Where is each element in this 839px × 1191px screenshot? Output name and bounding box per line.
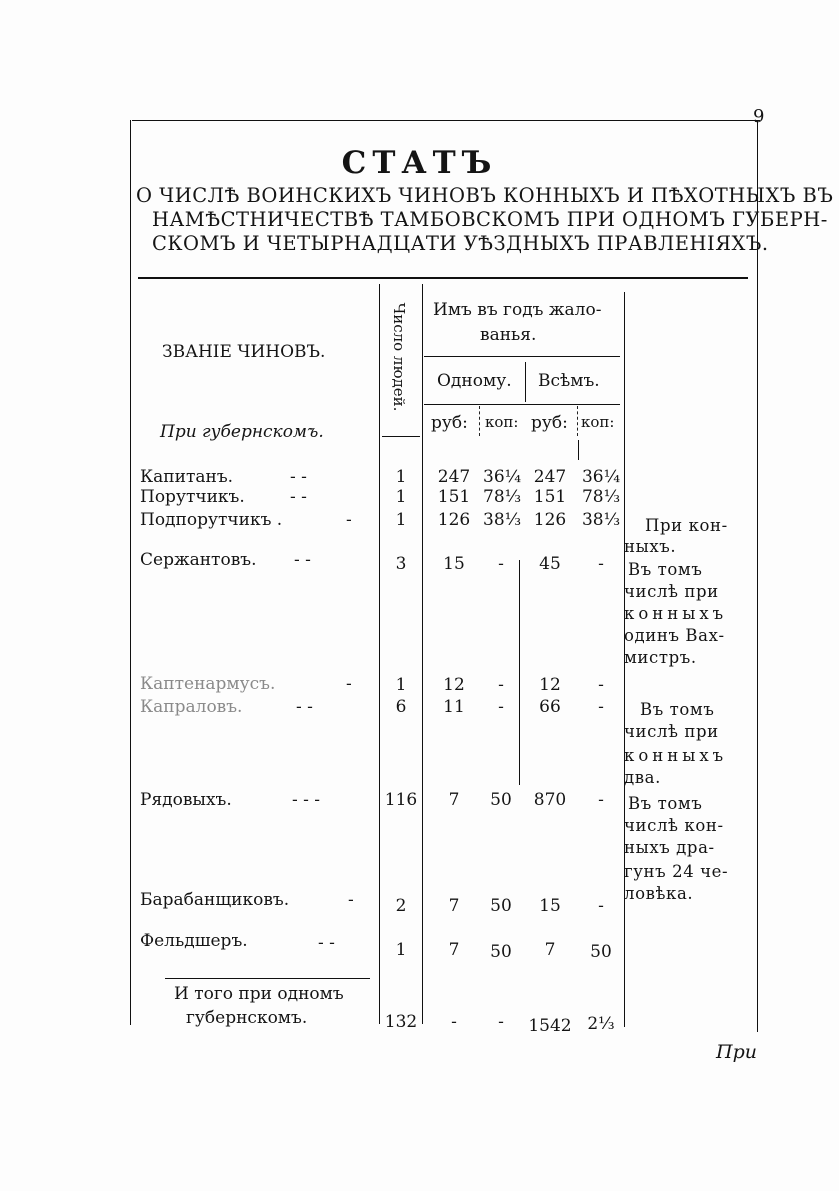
rank-name: Сержантовъ. <box>140 550 257 570</box>
count-header-rule <box>382 436 420 437</box>
rank-name: Фельдшеръ. <box>140 931 248 951</box>
total-label-line-1: И того при одномъ <box>174 984 344 1004</box>
margin-note-line: мистръ. <box>624 648 697 667</box>
rub-all-cell: 45 <box>539 554 561 574</box>
kop-one-cell: 50 <box>490 896 512 916</box>
kop-all-cell: 36¼ <box>581 467 621 487</box>
kop-one-cell: - <box>498 554 504 574</box>
rub-one-cell: 12 <box>443 675 465 695</box>
total-rub-all: 1542 <box>528 1016 572 1036</box>
total-rub-one: - <box>451 1012 457 1032</box>
count-cell: 3 <box>395 554 407 574</box>
total-count: 132 <box>384 1012 418 1032</box>
margin-note-line: При кон- <box>645 516 728 535</box>
subtitle-line-3: СКОМЪ И ЧЕТЫРНАДЦАТИ УѢЗДНЫХЪ ПРАВЛЕНІЯХЪ. <box>152 232 769 255</box>
count-cell: 2 <box>395 896 407 916</box>
rub-kop-divider-1 <box>479 406 480 436</box>
leader-dashes: - - <box>294 550 311 570</box>
kop-all-cell: 50 <box>590 942 612 962</box>
one-header: Одному. <box>437 371 512 391</box>
leader-dashes: - <box>346 510 352 530</box>
rub-all-cell: 66 <box>539 697 561 717</box>
rub-one-cell: 247 <box>437 467 471 487</box>
leader-dashes: - - <box>290 487 307 507</box>
count-cell: 1 <box>395 487 407 507</box>
total-label-line-2: губернскомъ. <box>186 1008 308 1028</box>
rub-one-cell: 7 <box>448 896 460 916</box>
leader-dashes: - - <box>296 697 313 717</box>
margin-note-line: ловѣка. <box>624 884 694 903</box>
count-cell: 1 <box>395 940 407 960</box>
leader-dashes: - <box>346 674 352 694</box>
right-border <box>757 120 758 1032</box>
count-cell: 1 <box>395 510 407 530</box>
rub-all-cell: 151 <box>533 487 567 507</box>
count-col-right-rule <box>422 284 423 1024</box>
rub-one-cell: 15 <box>443 554 465 574</box>
margin-note-line: конныхъ <box>624 604 728 623</box>
kop-all-cell: 38⅓ <box>581 510 621 530</box>
kop-all-cell: 78⅓ <box>581 487 621 507</box>
margin-note-line: одинъ Вах- <box>624 626 725 645</box>
rub-all-cell: 126 <box>533 510 567 530</box>
margin-note-line: ныхъ дра- <box>624 838 715 857</box>
margin-note-line: ныхъ. <box>624 537 677 556</box>
kop-all-cell: - <box>598 697 604 717</box>
kop-one-cell: 78⅓ <box>483 487 522 507</box>
rub-one-cell: 151 <box>437 487 471 507</box>
rub-all-cell: 247 <box>533 467 567 487</box>
all-header: Всѣмъ. <box>538 371 600 391</box>
count-cell: 1 <box>395 675 407 695</box>
rank-name: Капраловъ. <box>140 697 243 717</box>
count-cell: 6 <box>395 697 407 717</box>
rub-kop-divider-2 <box>577 406 578 436</box>
rub-one-cell: 126 <box>437 510 471 530</box>
leader-dashes: - - <box>290 467 307 487</box>
kop-one-cell: 50 <box>490 942 512 962</box>
margin-note-line: гунъ 24 че- <box>624 862 729 881</box>
margin-note-line: Въ томъ <box>640 700 715 719</box>
kop-one-header: коп: <box>485 413 519 431</box>
rank-name: Порутчикъ. <box>140 487 245 507</box>
margin-note-line: два. <box>624 768 661 787</box>
rub-all-header: руб: <box>531 413 568 433</box>
kop-all-header: коп: <box>581 413 615 431</box>
rub-all-cell: 12 <box>539 675 561 695</box>
kop-one-cell: 36¼ <box>483 467 522 487</box>
salary-header-line-1: Имъ въ годъ жало- <box>433 300 602 320</box>
catchword: При <box>716 1041 757 1063</box>
count-column-header: Число людей. <box>390 302 408 412</box>
leader-dashes: - - <box>318 933 335 953</box>
subtitle-line-1: О ЧИСЛѢ ВОИНСКИХЪ ЧИНОВЪ КОННЫХЪ И ПѢХОТНЫХЪ ВЪ <box>136 184 834 207</box>
rub-all-cell: 870 <box>533 790 567 810</box>
count-cell: 1 <box>395 467 407 487</box>
kop-one-cell: 50 <box>490 790 512 810</box>
rub-one-cell: 11 <box>443 697 465 717</box>
units-header-rule <box>424 404 620 405</box>
rub-one-cell: 7 <box>448 790 460 810</box>
rub-all-cell: 7 <box>544 940 556 960</box>
table-top-rule <box>138 277 748 279</box>
rank-column-header: ЗВАНІЕ ЧИНОВЪ. <box>162 342 326 362</box>
body-col-rule <box>519 560 520 785</box>
margin-note-line: числѣ при <box>624 722 719 741</box>
kop-all-cell: - <box>598 675 604 695</box>
section-heading: При губернскомъ. <box>160 422 324 442</box>
margin-note-line: конныхъ <box>624 746 728 765</box>
kop-all-cell: - <box>598 896 604 916</box>
rub-one-cell: 7 <box>448 940 460 960</box>
kop-all-cell: - <box>598 790 604 810</box>
margin-note-line: числѣ кон- <box>624 816 724 835</box>
leader-dashes: - - - <box>292 790 321 810</box>
rank-name: Рядовыхъ. <box>140 790 232 810</box>
kop-all-cell: - <box>598 554 604 574</box>
top-rule <box>132 120 760 121</box>
body-col-tick <box>578 440 579 460</box>
rank-name: Капитанъ. <box>140 467 234 487</box>
one-all-divider <box>525 362 526 402</box>
rank-name: Барабанщиковъ. <box>140 890 290 910</box>
total-kop-one: - <box>498 1012 504 1032</box>
leader-dashes: - <box>348 890 354 910</box>
margin-note-line: числѣ при <box>624 582 719 601</box>
margin-note-line: Въ томъ <box>628 794 703 813</box>
rub-all-cell: 15 <box>539 896 561 916</box>
left-border <box>130 120 131 1025</box>
subtitle-line-2: НАМѢСТНИЧЕСТВѢ ТАМБОВСКОМЪ ПРИ ОДНОМЪ ГУБЕРН- <box>152 208 828 231</box>
margin-note-line: Въ томъ <box>628 560 703 579</box>
count-cell: 116 <box>384 790 418 810</box>
rub-one-header: руб: <box>431 413 468 433</box>
salary-header-line-2: ванья. <box>480 325 537 345</box>
kop-one-cell: 38⅓ <box>483 510 522 530</box>
rank-name: Подпорутчикъ . <box>140 510 283 530</box>
salary-subheader-rule <box>424 356 620 357</box>
total-kop-all: 2⅓ <box>587 1014 615 1034</box>
kop-one-cell: - <box>498 697 504 717</box>
rank-name: Каптенармусъ. <box>140 674 276 694</box>
total-rule <box>165 978 370 979</box>
document-title: СТАТЪ <box>341 145 498 181</box>
page-number: 9 <box>753 106 765 127</box>
kop-one-cell: - <box>498 675 504 695</box>
